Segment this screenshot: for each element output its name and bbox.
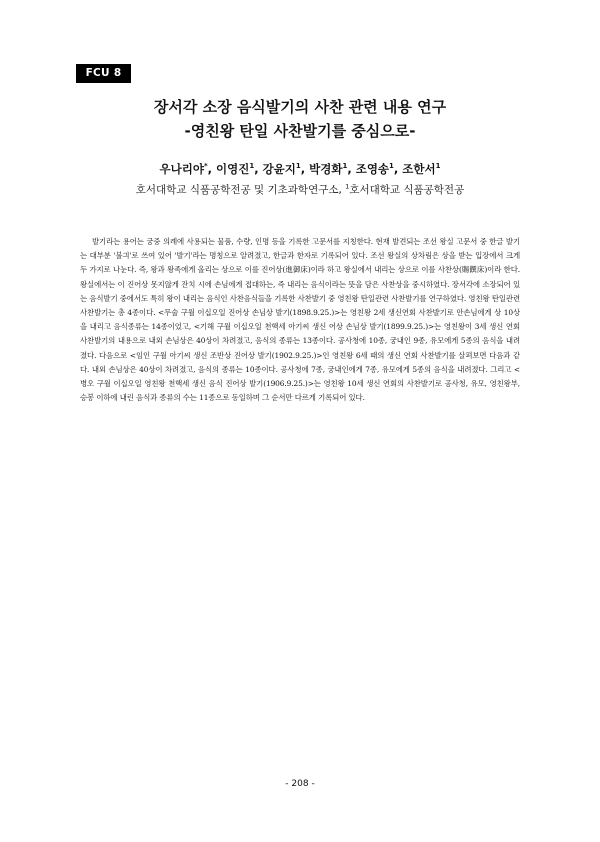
author-name: 박경화: [309, 162, 343, 176]
paper-subtitle: -영친왕 탄일 사찬발기를 중심으로-: [184, 122, 416, 140]
author-name: 우나리야: [159, 162, 204, 176]
page-number: - 208 -: [285, 779, 315, 789]
author-mark: 1: [295, 162, 301, 171]
author-mark: 1: [249, 162, 255, 171]
author-separator: ,: [254, 162, 263, 176]
author-separator: ,: [207, 162, 216, 176]
author-name: 강윤지: [262, 162, 296, 176]
author-mark: 1: [435, 162, 441, 171]
session-badge: FCU 8: [76, 64, 131, 83]
author-mark: 1: [389, 162, 394, 171]
affiliation: [60, 182, 540, 198]
affiliation-mark: 1: [345, 182, 350, 191]
author-list: [60, 160, 540, 178]
paper-title: 장서각 소장 음식발기의 사찬 관련 내용 연구: [153, 98, 447, 116]
affiliation-part: 호서대학교 식품공학전공: [349, 184, 465, 196]
author-name: 이영진: [215, 162, 250, 176]
author-mark: *: [203, 162, 208, 171]
author-separator: ,: [347, 162, 356, 176]
author-mark: 1: [342, 162, 348, 171]
abstract-body: 발기라는 용어는 궁중 의례에 사용되는 물품, 수량, 인명 등을 기록한 고문서를 지칭한다. 현재 발견되는 조선 왕실 고문서 중 한글 발기는 대부분 '불긔'로 쓰여 있어 '발기'라는 명칭으로 알려졌고, 한글과 한자로 기록되어 있다. 조선 왕실의 상차림은 상을 받는 입장에서 크게 두 가지로 나눈다. 즉, 왕과 왕족에게 올리는 상으로 이를 진어상(進御床)이라 하고 왕실에서 내리는 상으로 이를 사찬상(賜饌床)이라 한다. 왕실에서는 이 진어상 못지않게 잔치 시에 손님에게 접대하는, 즉 내리는 음식이라는 뜻을 담은 사찬상을 중시하였다. 장서각에 소장되어 있는 음식발기 중에서도 특히 왕이 내리는 음식인 사찬음식들을 기록한 사찬발기 중 영친왕 탄일관련 사찬발기를 연구하였다. 영친왕 탄일관련 사찬발기는 총 4종이다. <무술 구월 이십오일 진어상 손님상 발기(1898.9.25.)>는 영친왕 2세 생신연회 사찬발기로 안손님에게 상 10상을 내리고 음식종류는 14종이었고, <기해 구월 이십오일 천핵세 아기씨 생신 어상 손님상 발기(1899.9.25.)>는 영친왕이 3세 생신 연회 사찬발기의 내용으로 내외 손님상은 40상이 차려졌고, 음식의 종류는 13종이다. 공사청에 10종, 궁내인 9종, 유모에게 5종의 음식을 내려졌다. 다음으로 <임인 구월 아기씨 생신 조반상 진어상 발기(1902.9.25.)>인 영친왕 6세 때의 생신 연회 사찬발기를 살펴보면 다음과 같다. 내외 손님상은 40상이 차려졌고, 음식의 종류는 10종이다. 공사청에 7종, 궁내인에게 7종, 유모에게 5종의 음식을 내려졌다. 그리고 <병오 구월 이십오일 영친왕 천핵세 생신 음식 진어상 발기(1906.9.25.)>는 영친왕 10세 생신 연회의 사찬발기로 공사청, 유모, 영친왕부, 승봉 이하에 내린 음식과 종류의 수는 11종으로 동일하며 그 순서만 다르게 기록되어 있다.: [80, 237, 520, 403]
author-name: 조영송: [355, 162, 390, 176]
author-separator: ,: [300, 162, 310, 176]
author-name: 조한서: [402, 162, 436, 176]
affiliation-part: 호서대학교 식품공학전공 및 기초과학연구소,: [135, 184, 346, 196]
author-separator: ,: [393, 162, 403, 176]
